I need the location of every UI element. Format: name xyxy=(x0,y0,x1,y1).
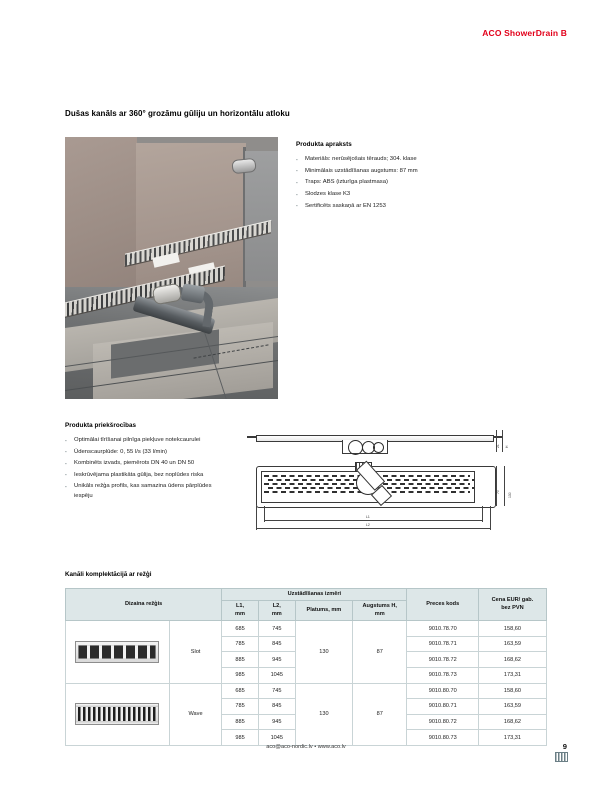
th-l1-line1: L1, xyxy=(235,603,245,610)
drawing-dim-label-l2: L2 xyxy=(366,523,370,527)
advantages-list xyxy=(65,436,230,501)
drawing-outlet-circle-3 xyxy=(373,442,384,453)
th-height xyxy=(353,601,407,621)
cell-l2: 845 xyxy=(258,699,295,715)
product-description-block xyxy=(296,141,546,213)
cell-code: 9010.80.73 xyxy=(407,730,478,746)
list-item: ▪ Materiāls: nerūsējošais tērauds; 304. klase xyxy=(296,155,546,165)
drawing-dim-label-70: 70 xyxy=(496,490,500,494)
table-row xyxy=(66,621,547,637)
cell-code: 9010.78.70 xyxy=(407,621,478,637)
cell-l2: 845 xyxy=(258,636,295,652)
description-heading: Produkta apraksts xyxy=(296,141,352,148)
cell-l1: 785 xyxy=(222,636,259,652)
th-code: Preces kods xyxy=(407,589,478,621)
list-item: ▪ Optimālai tīrīšanai pilnīga piekļuve notekcaurulei xyxy=(65,436,230,445)
cell-price: 168,62 xyxy=(478,652,546,668)
th-l1-line2: mm xyxy=(235,610,245,617)
cell-l2: 945 xyxy=(258,714,295,730)
advantages-heading: Produkta priekšrocības xyxy=(65,422,137,429)
th-l2-line1: L2, xyxy=(272,603,281,610)
cell-l2: 1045 xyxy=(258,730,295,746)
list-item: ▪ Minimālais uzstādīšanas augstums: 87 mm xyxy=(296,167,546,177)
drawing-dim-tick-l2-right xyxy=(490,506,491,530)
cell-price: 173,31 xyxy=(478,668,546,684)
list-item: ▪ Kombinēts izvads, piemērots DN 40 un DN 50 xyxy=(65,459,230,468)
list-item: ▪ Sertificēts saskaņā ar EN 1253 xyxy=(296,202,546,212)
page-marker-bars xyxy=(555,752,568,762)
list-item: ▪ Unikāls režģa profils, kas samazina ūdens pārplūdes iespēju xyxy=(65,482,230,500)
cell-l2: 745 xyxy=(258,621,295,637)
cell-height-wave: 87 xyxy=(353,683,407,745)
grate-wave-image xyxy=(75,703,159,725)
cell-l1: 885 xyxy=(222,714,259,730)
th-price xyxy=(478,589,546,621)
drawing-dim-tick-l1-right xyxy=(482,506,483,522)
cell-price: 163,59 xyxy=(478,699,546,715)
cell-l2: 945 xyxy=(258,652,295,668)
cell-l1: 785 xyxy=(222,699,259,715)
th-install-group: Uzstādīšanas izmēri xyxy=(222,589,407,601)
grate-image-cell-wave xyxy=(66,683,170,745)
drawing-dim-label-h: H xyxy=(505,445,509,448)
drawing-dim-line-70 xyxy=(496,466,497,506)
cell-l1: 685 xyxy=(222,621,259,637)
table-title: Kanāli komplektācijā ar režģi xyxy=(65,571,152,578)
cell-width-wave: 130 xyxy=(295,683,352,745)
page-number: 9 xyxy=(562,742,567,751)
th-height-line2: mm xyxy=(374,610,385,617)
cell-height-slot: 87 xyxy=(353,621,407,683)
grate-wave-bottom-edge xyxy=(76,721,158,724)
drawing-dim-line-l1 xyxy=(264,520,482,521)
grate-slot-image xyxy=(75,641,159,663)
cell-code: 9010.78.71 xyxy=(407,636,478,652)
product-table xyxy=(65,588,547,746)
drawing-dim-line-l2 xyxy=(256,528,490,529)
cell-price: 158,60 xyxy=(478,621,546,637)
drawing-dim-label-130: 130 xyxy=(508,492,512,498)
list-item: ▪ Ieskrūvējama plastikāta gūlija, bez noplūdes riska xyxy=(65,471,230,480)
photo-pipe-collar xyxy=(181,283,206,304)
design-name-slot: Slot xyxy=(169,621,221,683)
cell-l2: 745 xyxy=(258,683,295,699)
list-item: ▪ Slodzes klase K3 xyxy=(296,190,546,200)
grate-image-cell-slot xyxy=(66,621,170,683)
drawing-dim-line-21 xyxy=(502,430,503,452)
th-price-line2: bez PVN xyxy=(501,604,524,611)
drawing-dim-line-h xyxy=(496,430,497,452)
description-list xyxy=(296,155,546,211)
product-advantages-block xyxy=(65,422,230,503)
product-photo xyxy=(65,137,278,399)
cell-code: 9010.78.72 xyxy=(407,652,478,668)
th-l2-line2: mm xyxy=(271,610,282,617)
cell-price: 158,60 xyxy=(478,683,546,699)
cell-code: 9010.80.70 xyxy=(407,683,478,699)
th-l2 xyxy=(258,601,295,621)
table-header-row-1 xyxy=(66,589,547,601)
page-title: Dušas kanāls ar 360° grozāmu gūliju un horizontālu atloku xyxy=(65,109,290,118)
cell-l2: 1045 xyxy=(258,668,295,684)
grate-wave-top-edge xyxy=(76,704,158,707)
list-item: ▪ Traps: ABS (izturīga plastmasa) xyxy=(296,178,546,188)
cell-price: 168,62 xyxy=(478,714,546,730)
drawing-dim-line-130 xyxy=(504,466,505,506)
cell-width-slot: 130 xyxy=(295,621,352,683)
drawing-outlet-circle-1 xyxy=(348,440,363,455)
cell-price: 163,59 xyxy=(478,636,546,652)
cell-price: 173,31 xyxy=(478,730,546,746)
cell-l1: 685 xyxy=(222,683,259,699)
table-row xyxy=(66,683,547,699)
drawing-dim-label-l1: L1 xyxy=(366,515,370,519)
brand-header: ACO ShowerDrain B xyxy=(482,28,567,38)
cell-l1: 885 xyxy=(222,652,259,668)
cell-l1: 985 xyxy=(222,730,259,746)
cell-l1: 985 xyxy=(222,668,259,684)
drawing-dim-tick-l1-left xyxy=(264,506,265,522)
list-item: ▪ Ūdenscaurplūde: 0, 55 l/s (33 l/min) xyxy=(65,448,230,457)
drawing-dim-tick-l2-left xyxy=(256,506,257,530)
cell-code: 9010.78.73 xyxy=(407,668,478,684)
cell-code: 9010.80.71 xyxy=(407,699,478,715)
table-body xyxy=(66,621,547,746)
drawing-dim-label-21: 21 xyxy=(496,444,500,448)
th-price-line1: Cena EUR/ gab. xyxy=(491,597,534,604)
table-head xyxy=(66,589,547,621)
technical-drawing xyxy=(252,422,548,556)
th-design: Dizaina režģis xyxy=(66,589,222,621)
th-l1 xyxy=(222,601,259,621)
design-name-wave: Wave xyxy=(169,683,221,745)
th-width: Platums, mm xyxy=(295,601,352,621)
th-height-line1: Augstums H, xyxy=(362,603,397,610)
footer-contact: aco@aco-nordic.lv • www.aco.lv xyxy=(266,744,346,750)
cell-code: 9010.80.72 xyxy=(407,714,478,730)
drawing-elevation-view xyxy=(256,428,492,454)
